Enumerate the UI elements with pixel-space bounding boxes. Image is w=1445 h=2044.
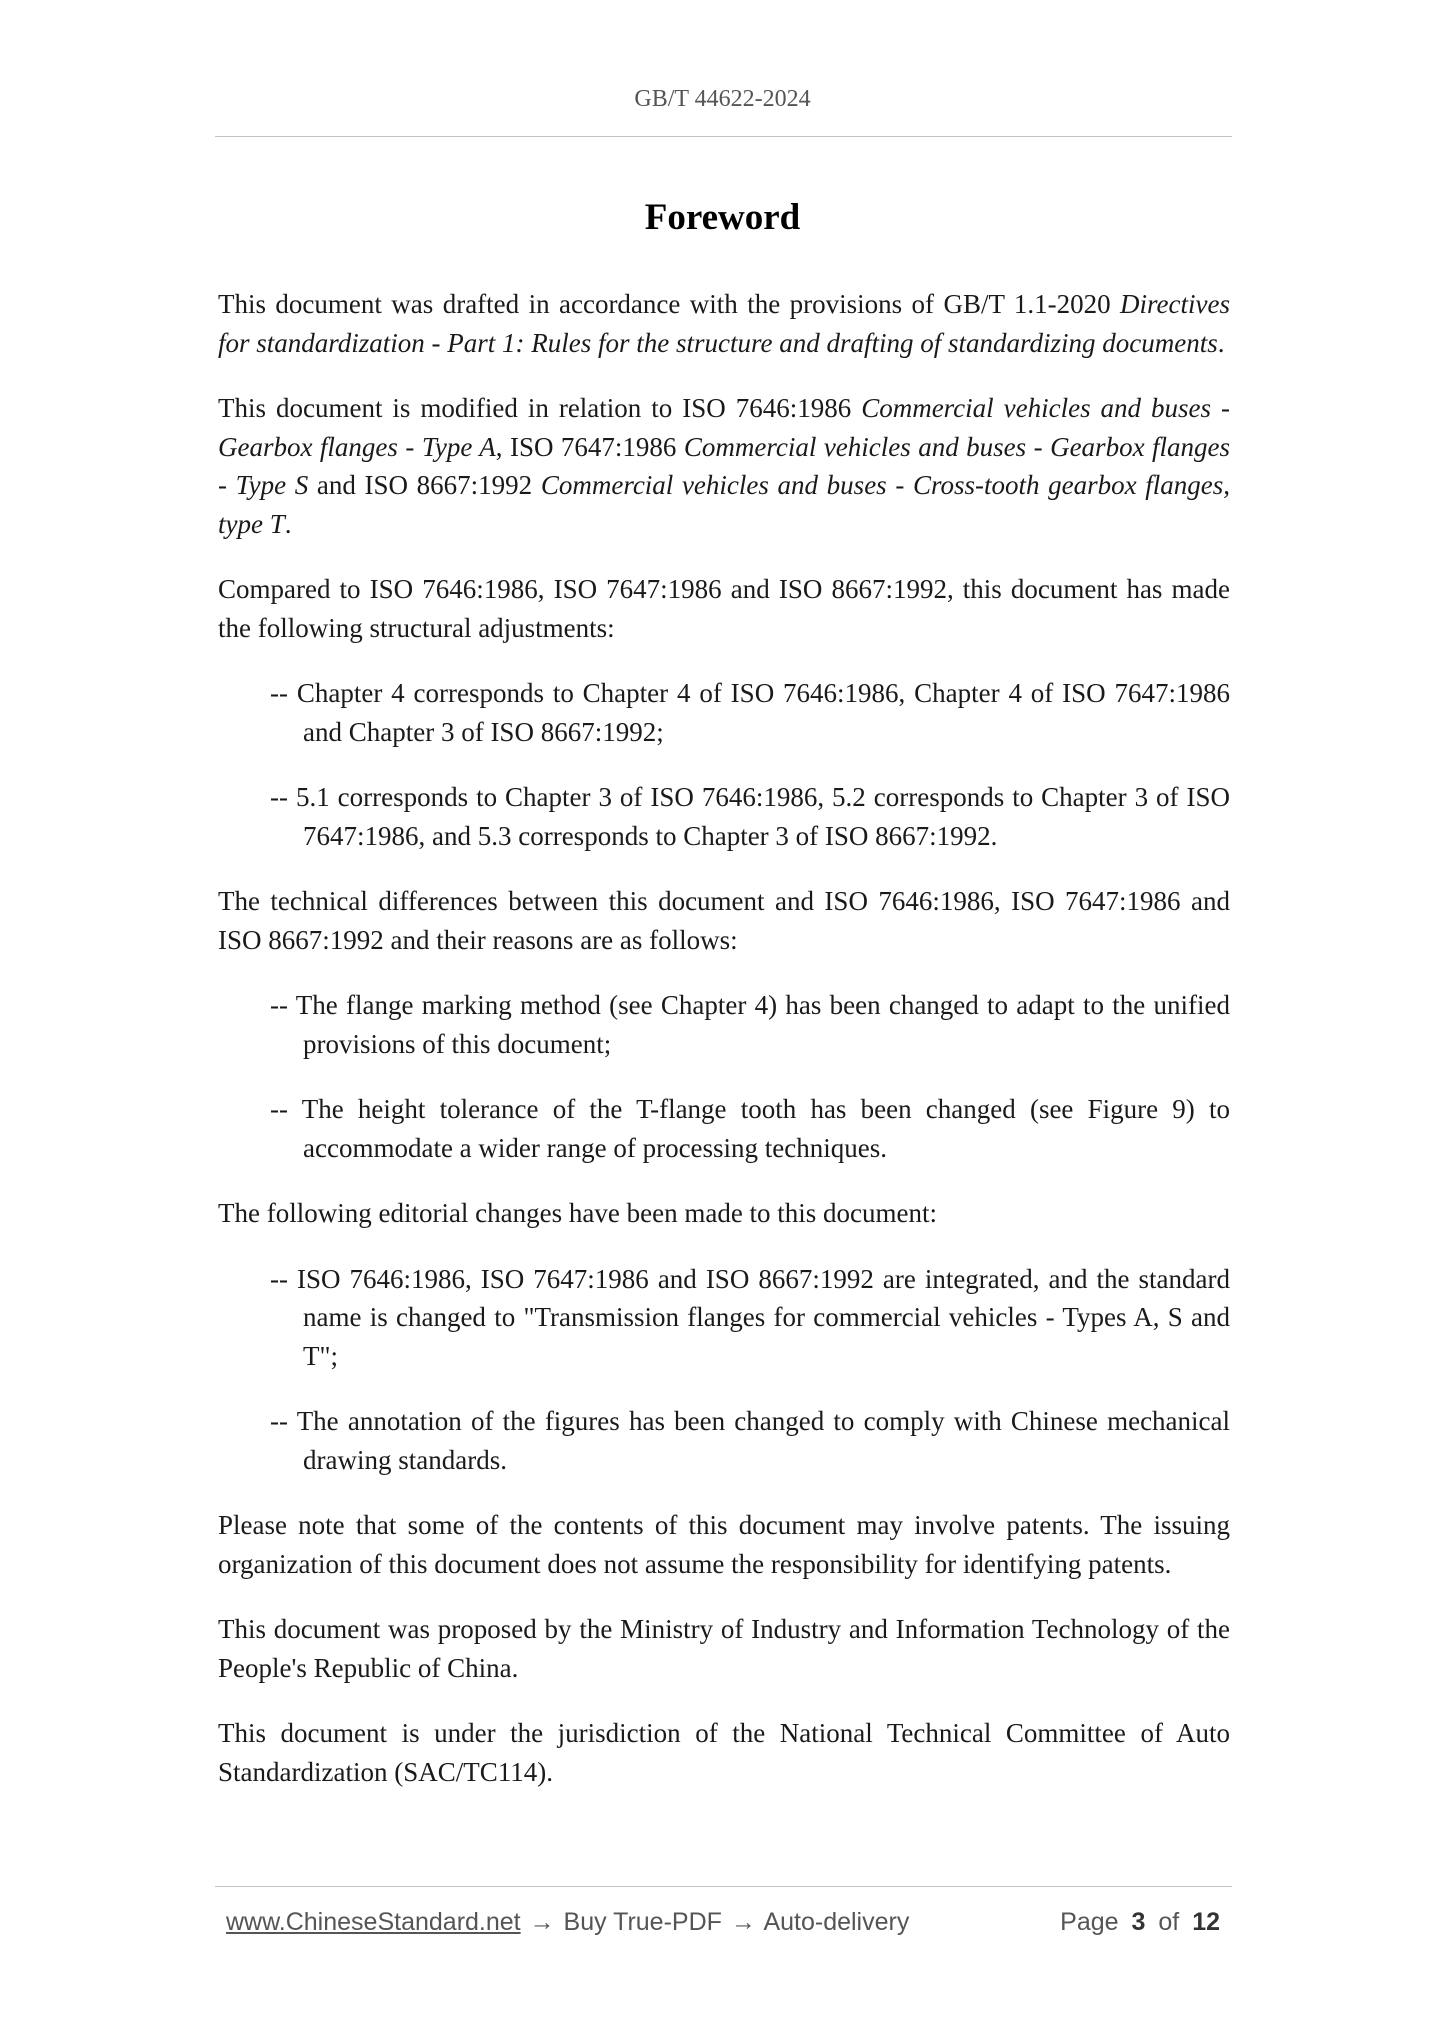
paragraph-text: . bbox=[284, 508, 292, 539]
paragraph-jurisdiction: This document is under the jurisdiction of the National Technical Committee of Auto Standardization (SAC/TC114). bbox=[218, 1718, 1230, 1787]
list-item bbox=[270, 1260, 1230, 1376]
paragraph-text: This document is modified in relation to ISO 7646:1986 bbox=[218, 393, 862, 423]
buy-pdf-text: Buy True-PDF bbox=[563, 1908, 722, 1936]
paragraph-text: and ISO 8667:1992 bbox=[308, 470, 541, 500]
paragraph-structural-adjustments: Compared to ISO 7646:1986, ISO 7647:1986 and ISO 8667:1992, this document has made the following structural adjustments: bbox=[218, 574, 1230, 643]
page-current: 3 bbox=[1131, 1908, 1146, 1936]
standard-title-italic: Directives for standardization - Part 1: Rules for the structure and drafting of standardizing documents bbox=[218, 289, 1230, 358]
list-item-text: The flange marking method (see Chapter 4) has been changed to adapt to the unified provisions of this document; bbox=[295, 990, 1230, 1059]
paragraph-editorial-changes: The following editorial changes have been made to this document: bbox=[218, 1198, 938, 1228]
list-dash-marker: -- bbox=[270, 1406, 288, 1436]
page-total: 12 bbox=[1192, 1908, 1220, 1936]
page-footer bbox=[226, 1908, 1226, 1948]
footer-promo bbox=[226, 1908, 909, 1937]
arrow-right-icon: → bbox=[529, 1908, 555, 1936]
list-dash-marker: -- bbox=[270, 990, 288, 1020]
standard-title-italic: Commercial vehicles and buses - Cross-tooth gearbox flanges, type T bbox=[218, 470, 1230, 539]
list-item-text: The annotation of the figures has been changed to comply with Chinese mechanical drawing standards. bbox=[296, 1406, 1231, 1475]
paragraph-proposer: This document was proposed by the Ministry of Industry and Information Technology of the People's Republic of China. bbox=[218, 1614, 1230, 1683]
website-link[interactable]: www.ChineseStandard.net bbox=[226, 1908, 521, 1936]
list-item bbox=[270, 1090, 1230, 1167]
list-item bbox=[270, 778, 1230, 855]
list-dash-marker: -- bbox=[270, 678, 288, 708]
paragraph-patents-notice: Please note that some of the contents of this document may involve patents. The issuing organization of this document does not assume the responsibility for identifying patents. bbox=[218, 1510, 1230, 1579]
list-item bbox=[270, 674, 1230, 751]
header-divider bbox=[215, 136, 1232, 137]
list-dash-marker: -- bbox=[270, 1263, 288, 1294]
paragraph-iso-relation bbox=[218, 389, 1230, 543]
standard-title-italic: Commercial vehicles and buses - Gearbox flanges - Type A bbox=[218, 393, 1230, 462]
foreword-body bbox=[218, 285, 1230, 1791]
list-item-text: The height tolerance of the T-flange tooth has been changed (see Figure 9) to accommodate a wider range of processing techniques. bbox=[301, 1094, 1230, 1163]
arrow-right-icon: → bbox=[730, 1908, 756, 1936]
page-number bbox=[1060, 1908, 1226, 1937]
list-item-text: 5.1 corresponds to Chapter 3 of ISO 7646:1986, 5.2 corresponds to Chapter 3 of ISO 7647:1986, and 5.3 corresponds to Chapter 3 of ISO 8667:1992. bbox=[295, 782, 1231, 851]
paragraph-drafting-basis bbox=[218, 285, 1230, 362]
list-item bbox=[270, 1402, 1230, 1479]
paragraph-text: , ISO 7647:1986 bbox=[495, 431, 684, 462]
list-dash-marker: -- bbox=[270, 782, 288, 812]
list-item-text: ISO 7646:1986, ISO 7647:1986 and ISO 8667:1992 are integrated, and the standard name is changed to "Transmission flanges for commercial vehicles - Types A, S and T"; bbox=[297, 1263, 1230, 1371]
auto-delivery-text: Auto-delivery bbox=[763, 1908, 910, 1936]
document-number-header: GB/T 44622-2024 bbox=[634, 86, 811, 112]
paragraph-technical-differences: The technical differences between this document and ISO 7646:1986, ISO 7647:1986 and ISO 8667:1992 and their reasons are as follows: bbox=[218, 886, 1230, 955]
list-dash-marker: -- bbox=[270, 1094, 288, 1124]
page-label: Page bbox=[1060, 1908, 1119, 1936]
paragraph-text: This document was drafted in accordance with the provisions of GB/T 1.1-2020 bbox=[218, 289, 1121, 319]
footer-divider bbox=[215, 1886, 1232, 1887]
list-item-text: Chapter 4 corresponds to Chapter 4 of ISO 7646:1986, Chapter 4 of ISO 7647:1986 and Chapter 3 of ISO 8667:1992; bbox=[296, 678, 1231, 747]
page-title: Foreword bbox=[644, 197, 801, 238]
paragraph-text: . bbox=[1217, 327, 1225, 358]
standard-title-italic: Commercial vehicles and buses - Gearbox flanges - Type S bbox=[218, 431, 1230, 500]
page-of-label: of bbox=[1158, 1908, 1180, 1936]
list-item bbox=[270, 986, 1230, 1063]
